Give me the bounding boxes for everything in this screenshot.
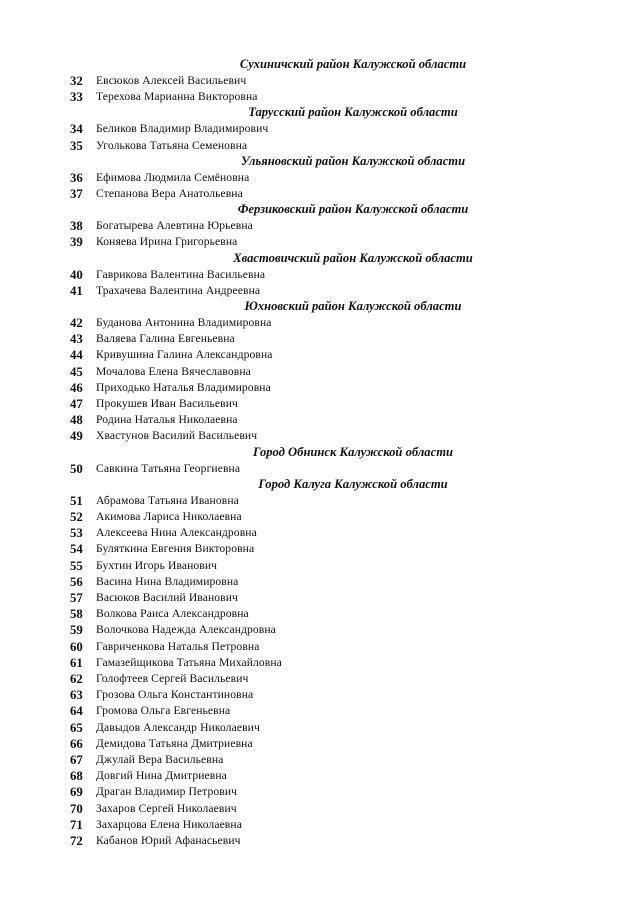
- section-heading: Город Обнинск Калужской области: [252, 444, 453, 459]
- list-item: [70, 364, 610, 380]
- entry-number: 38: [70, 219, 83, 234]
- list-item: [70, 396, 610, 412]
- list-item: [70, 73, 610, 89]
- entry-number: 49: [70, 429, 83, 444]
- list-item: [70, 461, 610, 477]
- list-item: [70, 639, 610, 655]
- section-heading: Город Калуга Калужской области: [258, 476, 448, 491]
- list-item: [70, 574, 610, 590]
- entry-number: 69: [70, 785, 83, 800]
- entry-name: Мочалова Елена Вячеславовна: [96, 364, 251, 378]
- entry-number: 70: [70, 801, 83, 816]
- entry-name: Драган Владимир Петрович: [96, 785, 238, 799]
- list-item: [70, 736, 610, 752]
- entry-number: 64: [70, 704, 83, 719]
- entry-number: 48: [70, 413, 83, 428]
- entry-number: 32: [70, 74, 83, 88]
- list-item: [70, 315, 610, 331]
- entry-name: Гамазейщикова Татьяна Михайловна: [96, 655, 282, 669]
- entry-number: 65: [70, 720, 83, 735]
- entry-number: 33: [70, 90, 83, 105]
- entry-number: 59: [70, 623, 83, 638]
- entry-name: Голофтеев Сергей Васильевич: [96, 672, 249, 685]
- list-item: [70, 720, 610, 736]
- entry-name: Волочкова Надежда Александровна: [96, 623, 276, 637]
- entry-name: Прокушев Иван Васильевич: [96, 397, 238, 410]
- list-item: [70, 283, 610, 299]
- entry-name: Кривушина Галина Александровна: [96, 348, 273, 362]
- entry-number: 68: [70, 769, 83, 784]
- list-item: [70, 752, 610, 768]
- list-item: [70, 428, 610, 444]
- entry-name: Хвастунов Василий Васильевич: [96, 429, 258, 443]
- list-item: [70, 784, 610, 800]
- entry-number: 63: [70, 688, 83, 703]
- entry-name: Валяева Галина Евгеньевна: [96, 332, 235, 346]
- entry-number: 52: [70, 510, 83, 524]
- entry-number: 66: [70, 736, 83, 751]
- entry-number: 60: [70, 639, 83, 654]
- section-heading: Ферзиковский район Калужской области: [237, 202, 469, 217]
- entry-name: Уголькова Татьяна Семеновна: [96, 138, 248, 152]
- list-item: [70, 509, 610, 525]
- entry-name: Захаров Сергей Николаевич: [96, 801, 237, 815]
- entry-name: Захарцова Елена Николаевна: [96, 817, 242, 831]
- entry-name: Гавриченкова Наталья Петровна: [96, 639, 260, 653]
- entry-number: 44: [70, 348, 83, 363]
- section-heading: Ульяновский район Калужской области: [240, 153, 466, 168]
- list-item: [70, 768, 610, 784]
- entry-number: 56: [70, 574, 83, 589]
- entry-name: Абрамова Татьяна Ивановна: [96, 493, 239, 507]
- entry-name: Громова Ольга Евгеньевна: [96, 704, 231, 718]
- entry-name: Богатырева Алевтина Юрьевна: [96, 219, 253, 233]
- entry-name: Буданова Антонина Владимировна: [96, 316, 272, 329]
- list-item: [70, 801, 610, 817]
- list-item: [70, 525, 610, 541]
- entry-number: 57: [70, 591, 83, 605]
- entry-name: Терехова Марианна Викторовна: [96, 90, 258, 104]
- list-item: [70, 687, 610, 703]
- entry-number: 40: [70, 267, 83, 282]
- entry-number: 39: [70, 235, 83, 250]
- entry-name: Акимова Лариса Николаевна: [96, 510, 242, 523]
- entry-number: 67: [70, 753, 83, 767]
- entry-number: 47: [70, 397, 83, 411]
- entry-number: 34: [70, 122, 83, 137]
- list-item: [70, 703, 610, 719]
- entry-name: Волкова Раиса Александровна: [96, 607, 249, 621]
- list-item: [70, 234, 610, 250]
- list-item: [70, 412, 610, 428]
- entry-number: 61: [70, 655, 83, 670]
- list-item: [70, 622, 610, 638]
- entry-number: 53: [70, 526, 83, 541]
- entry-number: 35: [70, 138, 83, 153]
- entry-name: Грозова Ольга Константиновна: [96, 688, 254, 702]
- entry-name: Евсюков Алексей Васильевич: [96, 74, 247, 87]
- list-item: [70, 347, 610, 363]
- entry-number: 37: [70, 187, 83, 201]
- entry-number: 41: [70, 283, 83, 298]
- entry-name: Алексеева Нина Александровна: [96, 526, 257, 540]
- entry-name: Родина Наталья Николаевна: [96, 413, 238, 427]
- list-item: [70, 493, 610, 509]
- entry-number: 62: [70, 672, 83, 686]
- list-item: [70, 833, 610, 849]
- entry-number: 36: [70, 170, 83, 185]
- entry-name: Джулай Вера Васильевна: [96, 753, 224, 766]
- list-item: [70, 170, 610, 186]
- entry-name: Беликов Владимир Владимирович: [96, 122, 269, 136]
- entry-name: Буляткина Евгения Викторовна: [96, 542, 255, 556]
- entry-name: Трахачева Валентина Андреевна: [96, 283, 261, 297]
- entry-name: Савкина Татьяна Георгиевна: [96, 461, 241, 475]
- section-heading: Хвастовичский район Калужской области: [233, 250, 473, 265]
- entry-name: Бухтин Игорь Иванович: [96, 558, 218, 572]
- list-item: [70, 267, 610, 283]
- list-item: [70, 186, 610, 202]
- entry-number: 46: [70, 380, 83, 395]
- entry-name: Демидова Татьяна Дмитриевна: [96, 736, 253, 750]
- list-item: [70, 89, 610, 105]
- entry-number: 55: [70, 558, 83, 573]
- list-item: [70, 558, 610, 574]
- entry-number: 72: [70, 834, 83, 848]
- list-item: [70, 218, 610, 234]
- list-item: [70, 138, 610, 154]
- entry-number: 58: [70, 607, 83, 622]
- entry-name: Довгий Нина Дмитриевна: [96, 769, 227, 783]
- entry-name: Коняева Ирина Григорьевна: [96, 235, 238, 249]
- list-item: [70, 817, 610, 833]
- list-item: [70, 606, 610, 622]
- entry-name: Кабанов Юрий Афанасьевич: [96, 834, 241, 847]
- entry-name: Ефимова Людмила Семёновна: [96, 170, 250, 184]
- entry-name: Степанова Вера Анатольевна: [96, 187, 243, 200]
- list-item: [70, 590, 610, 606]
- list-item: [70, 331, 610, 347]
- entry-number: 42: [70, 316, 83, 330]
- entry-number: 45: [70, 364, 83, 379]
- entry-number: 50: [70, 461, 83, 476]
- list-item: [70, 671, 610, 687]
- section-heading: Тарусский район Калужской области: [248, 105, 458, 120]
- entry-name: Васюков Василий Иванович: [96, 591, 238, 604]
- entry-name: Васина Нина Владимировна: [96, 574, 239, 588]
- list-item: [70, 655, 610, 671]
- entry-number: 51: [70, 493, 83, 508]
- section-heading: Юхновский район Калужской области: [244, 299, 462, 313]
- entry-name: Давыдов Александр Николаевич: [96, 720, 260, 734]
- section-heading: Сухиничский район Калужской области: [239, 57, 467, 71]
- list-item: [70, 121, 610, 137]
- entry-number: 54: [70, 542, 83, 557]
- list-item: [70, 380, 610, 396]
- entry-number: 43: [70, 332, 83, 347]
- entry-number: 71: [70, 817, 83, 832]
- entry-name: Приходько Наталья Владимировна: [96, 380, 271, 394]
- entry-name: Гаврикова Валентина Васильевна: [96, 267, 266, 281]
- list-item: [70, 541, 610, 557]
